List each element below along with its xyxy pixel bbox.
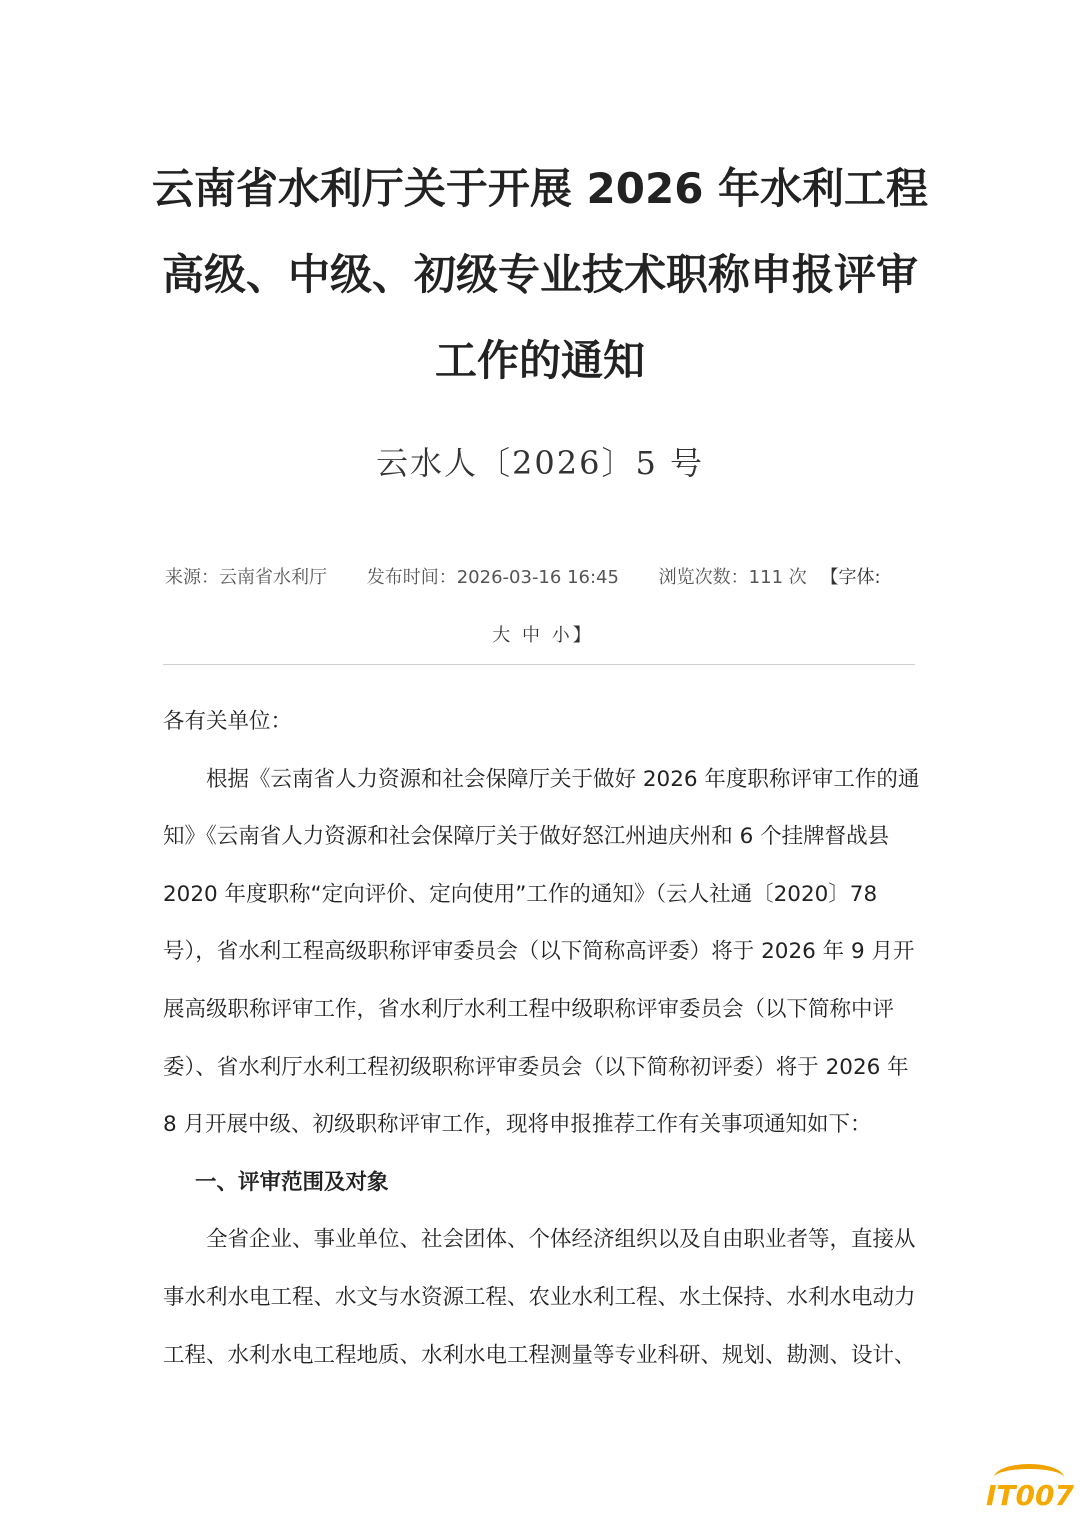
meta-info — [165, 563, 925, 589]
meta-source: 来源：云南省水利厅 — [165, 567, 327, 588]
paragraph-2: 全省企业、事业单位、社会团体、个体经济组织以及自由职业者等，直接从事水利水电工程、水文与水资源工程、农业水利工程、水土保持、水利水电动力工程、水利水电工程地质、水利水电工程测量等专业科研、规划、勘测、设计、 — [163, 1227, 916, 1368]
title-line-3: 工作的通知 — [434, 336, 645, 385]
font-size-medium-link[interactable]: 中 — [522, 625, 540, 646]
font-size-selector — [0, 621, 1080, 647]
divider — [163, 664, 915, 665]
watermark-logo — [986, 1464, 1072, 1512]
document-number: 云水人〔2026〕5 号 — [376, 444, 704, 482]
salutation: 各有关单位： — [163, 709, 293, 734]
document-body — [163, 693, 923, 1384]
font-size-large-link[interactable]: 大 — [492, 625, 511, 646]
document-title — [150, 146, 930, 404]
meta-views: 浏览次数：111 次 — [658, 567, 807, 588]
font-size-close-bracket: 】 — [572, 625, 591, 646]
meta-publish-time: 发布时间：2026-03-16 16:45 — [366, 567, 619, 588]
font-size-label: 【字体: — [820, 567, 881, 588]
title-line-1: 云南省水利厅关于开展 2026 年水利工程 — [151, 164, 929, 213]
font-size-small-link[interactable]: 小 — [551, 625, 570, 646]
section-heading-1: 一、评审范围及对象 — [195, 1169, 389, 1195]
watermark-text: IT007 — [986, 1479, 1074, 1512]
title-line-2: 高级、中级、初级专业技术职称申报评审 — [161, 250, 918, 299]
paragraph-1: 根据《云南省人力资源和社会保障厅关于做好 2026 年度职称评审工作的通知》《云南省人力资源和社会保障厅关于做好怒江州迪庆州和 6 个挂牌督战县 2020 年度职称“定向评价、定向使用”工作的通知》（云人社通〔2020〕78 号），省水利工程高级职称评审委员会（以下简称高评委）将于 2026 年 9 月开展高级职称评审工作，省水利厅水利工程中级职称评审委员会（以下简称中评委）、省水利厅水利工程初级职称评审委员会（以下简称初评委）将于 2026 年 8 月开展中级、初级职称评审工作，现将申报推荐工作有关事项通知如下： — [163, 766, 920, 1138]
